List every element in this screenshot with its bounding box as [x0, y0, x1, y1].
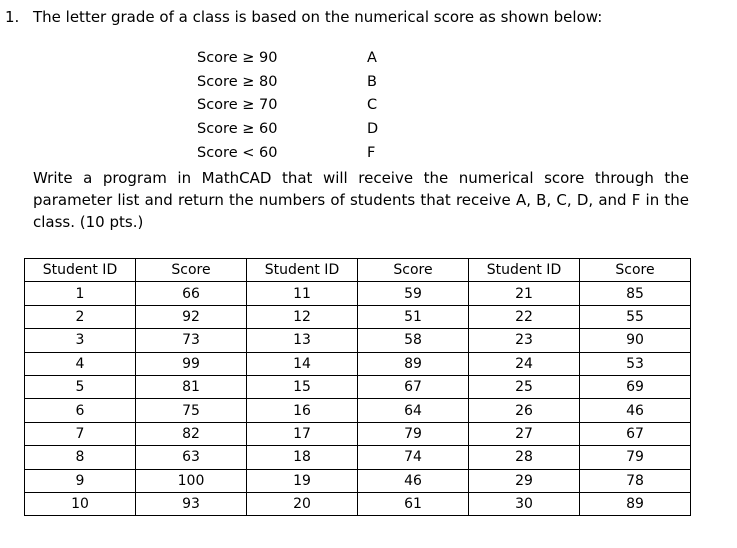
grade-rule: Score < 60	[197, 144, 278, 161]
score-cell: 74	[358, 446, 469, 469]
score-cell: 78	[580, 469, 691, 492]
table-row	[25, 399, 691, 422]
score-cell: 51	[358, 305, 469, 328]
table-row	[25, 422, 691, 445]
score-table	[24, 258, 691, 516]
student-id-cell: 1	[25, 282, 136, 305]
student-id-cell: 26	[469, 399, 580, 422]
grade-rule: Score ≥ 60	[197, 121, 278, 138]
instructions: Write a program in MathCAD that will receive the numerical score through the parameter list and return the numbers of students that receive A, B, C, D, and F in the class. (10 pts.)	[33, 169, 689, 231]
student-id-cell: 8	[25, 446, 136, 469]
question-number: 1.	[5, 8, 20, 26]
score-cell: 93	[136, 492, 247, 515]
table-row	[25, 375, 691, 398]
student-id-cell: 13	[247, 329, 358, 352]
grade-letter: D	[367, 121, 379, 138]
table-row	[25, 352, 691, 375]
student-id-cell: 16	[247, 399, 358, 422]
score-cell: 55	[580, 305, 691, 328]
column-header: Student ID	[25, 259, 136, 282]
score-cell: 63	[136, 446, 247, 469]
student-id-cell: 7	[25, 422, 136, 445]
table-row	[25, 446, 691, 469]
grade-rule: Score ≥ 80	[197, 73, 278, 90]
grade-rule: Score ≥ 70	[197, 97, 278, 114]
score-cell: 100	[136, 469, 247, 492]
student-id-cell: 23	[469, 329, 580, 352]
student-id-cell: 20	[247, 492, 358, 515]
score-cell: 89	[580, 492, 691, 515]
score-cell: 67	[580, 422, 691, 445]
student-id-cell: 22	[469, 305, 580, 328]
score-cell: 99	[136, 352, 247, 375]
student-id-cell: 29	[469, 469, 580, 492]
table-row	[25, 329, 691, 352]
student-id-cell: 25	[469, 375, 580, 398]
student-id-cell: 9	[25, 469, 136, 492]
score-cell: 89	[358, 352, 469, 375]
score-cell: 69	[580, 375, 691, 398]
grade-row	[197, 121, 378, 145]
grade-letter: C	[367, 97, 378, 114]
score-cell: 66	[136, 282, 247, 305]
student-id-cell: 4	[25, 352, 136, 375]
table-row	[25, 305, 691, 328]
column-header: Student ID	[469, 259, 580, 282]
grade-row	[197, 50, 378, 74]
score-cell: 82	[136, 422, 247, 445]
student-id-cell: 30	[469, 492, 580, 515]
score-cell: 59	[358, 282, 469, 305]
student-id-cell: 27	[469, 422, 580, 445]
column-header: Score	[358, 259, 469, 282]
question-text: The letter grade of a class is based on the numerical score as shown below:	[33, 8, 603, 26]
student-id-cell: 15	[247, 375, 358, 398]
grade-row	[197, 145, 378, 169]
column-header: Score	[580, 259, 691, 282]
grade-row	[197, 74, 378, 98]
score-cell: 73	[136, 329, 247, 352]
table-row	[25, 469, 691, 492]
student-id-cell: 28	[469, 446, 580, 469]
score-cell: 90	[580, 329, 691, 352]
student-id-cell: 19	[247, 469, 358, 492]
student-id-cell: 5	[25, 375, 136, 398]
score-cell: 81	[136, 375, 247, 398]
score-cell: 46	[358, 469, 469, 492]
score-cell: 67	[358, 375, 469, 398]
column-header: Student ID	[247, 259, 358, 282]
score-cell: 61	[358, 492, 469, 515]
column-header: Score	[136, 259, 247, 282]
score-cell: 75	[136, 399, 247, 422]
student-id-cell: 6	[25, 399, 136, 422]
question-heading	[5, 8, 602, 26]
score-cell: 58	[358, 329, 469, 352]
student-id-cell: 14	[247, 352, 358, 375]
student-id-cell: 10	[25, 492, 136, 515]
student-id-cell: 21	[469, 282, 580, 305]
table-header-row	[25, 259, 691, 282]
score-cell: 64	[358, 399, 469, 422]
score-cell: 79	[358, 422, 469, 445]
grade-letter: F	[367, 144, 376, 161]
table-row	[25, 492, 691, 515]
grade-rule: Score ≥ 90	[197, 50, 278, 66]
score-cell: 85	[580, 282, 691, 305]
grade-letter: B	[367, 73, 377, 90]
grade-letter: A	[367, 50, 377, 66]
score-cell: 79	[580, 446, 691, 469]
student-id-cell: 12	[247, 305, 358, 328]
student-id-cell: 17	[247, 422, 358, 445]
score-cell: 53	[580, 352, 691, 375]
table-row	[25, 282, 691, 305]
grade-scale	[197, 50, 378, 168]
student-id-cell: 18	[247, 446, 358, 469]
score-cell: 92	[136, 305, 247, 328]
score-cell: 46	[580, 399, 691, 422]
grade-row	[197, 97, 378, 121]
student-id-cell: 3	[25, 329, 136, 352]
student-id-cell: 24	[469, 352, 580, 375]
student-id-cell: 11	[247, 282, 358, 305]
student-id-cell: 2	[25, 305, 136, 328]
